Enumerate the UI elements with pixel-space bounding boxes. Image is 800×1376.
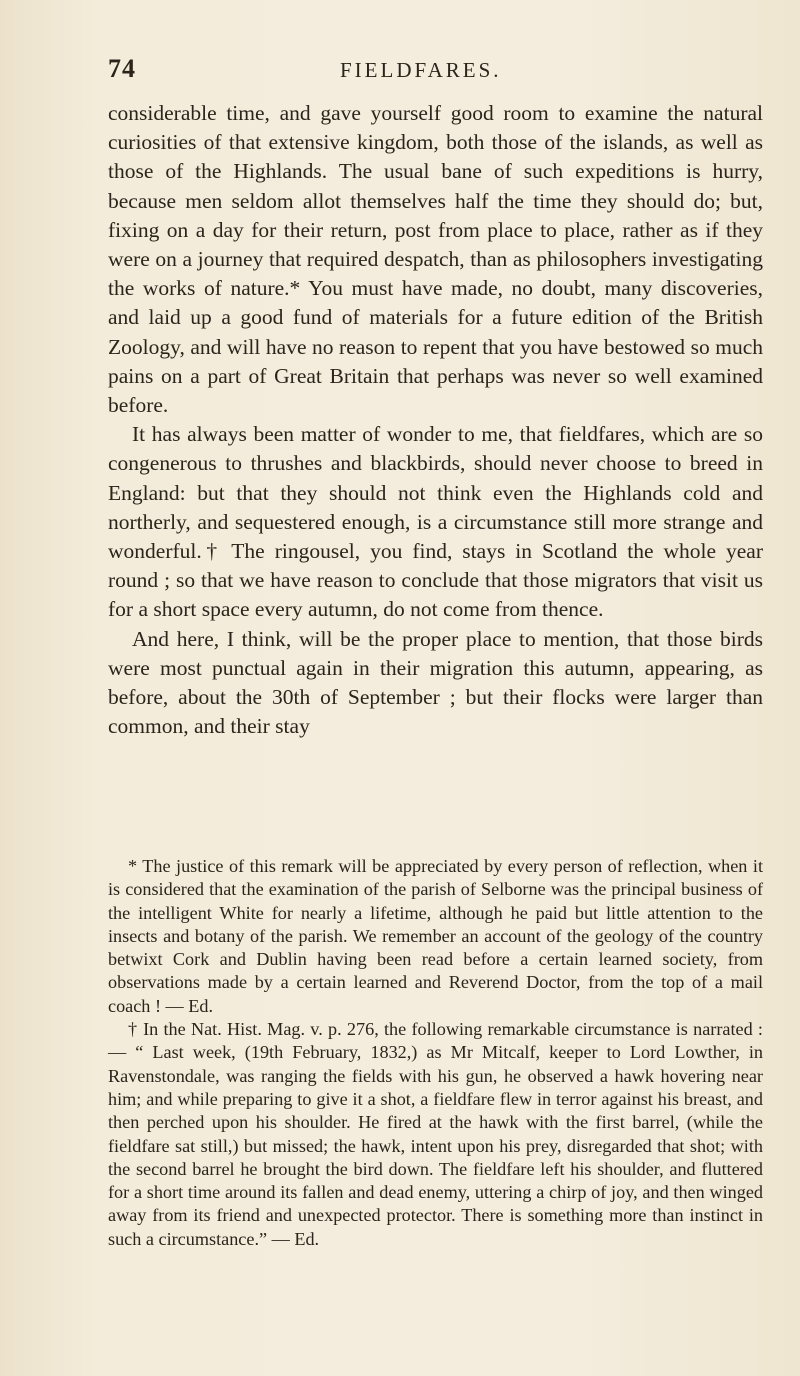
body-paragraph: And here, I think, will be the proper place to mention, that those birds were most punctual again in their migration this autumn, appearing, as before, about the 30th of September ; but their flocks were larger than common, and their stay (108, 626, 763, 739)
page-number: 74 (108, 54, 136, 83)
running-title: FIELDFARES. (340, 58, 502, 82)
footnote: * The justice of this remark will be appreciated by every person of reflection, when it is considered that the examination of the parish of Selborne was the principal business of the intelligent White for nearly a lifetime, although he paid but little attention to the insects and botany of the parish. We remember an account of the geology of the country betwixt Cork and Dublin having been read before a certain learned society, from observations made by a certain learned and Reverend Doctor, from the top of a mail coach ! — Ed. (108, 856, 763, 1016)
main-text (108, 99, 763, 741)
body-paragraph: It has always been matter of wonder to me, that fieldfares, which are so congenerous to thrushes and blackbirds, should never choose to breed in England: but that they should not think even the Highlands cold and northerly, and sequestered enough, is a circumstance still more strange and wonderful.† The ringousel, you find, stays in Scotland the whole year round ; so that we have reason to conclude that those migrators that visit us for a short space every autumn, do not come from thence. (108, 422, 763, 622)
page-header (108, 54, 740, 88)
body-paragraph: considerable time, and gave yourself good room to examine the natural curiosities of that extensive kingdom, both those of the islands, as well as those of the Highlands. The usual bane of such expeditions is hurry, because men seldom allot themselves half the time they should do; but, fixing on a day for their return, post from place to place, rather as if they were on a journey that required despatch, than as philosophers investigating the works of nature.* You must have made, no doubt, many discoveries, and laid up a good fund of materials for a future edition of the British Zoology, and will have no reason to repent that you have bestowed so much pains on a part of Great Britain that perhaps was never so well examined before. (108, 101, 763, 418)
footnotes (108, 855, 763, 1251)
footnote: † In the Nat. Hist. Mag. v. p. 276, the following remarkable circumstance is narrated : — “ Last week, (19th February, 1832,) as Mr Mitcalf, keeper to Lord Lowther, in Ravenstondale, was ranging the fields with his gun, he observed a hawk hovering near him; and while preparing to give it a shot, a fieldfare flew in terror against his breast, and then perched upon his shoulder. He fired at the hawk with the first barrel, (while the fieldfare sat still,) but missed; the hawk, intent upon his prey, disregarded that shot; with the second barrel he brought the bird down. The fieldfare left his shoulder, and fluttered for a short time around its fallen and dead enemy, uttering a chirp of joy, and then winged away from its friend and unexpected protector. There is something more than instinct in such a circumstance.” — Ed. (108, 1019, 763, 1249)
